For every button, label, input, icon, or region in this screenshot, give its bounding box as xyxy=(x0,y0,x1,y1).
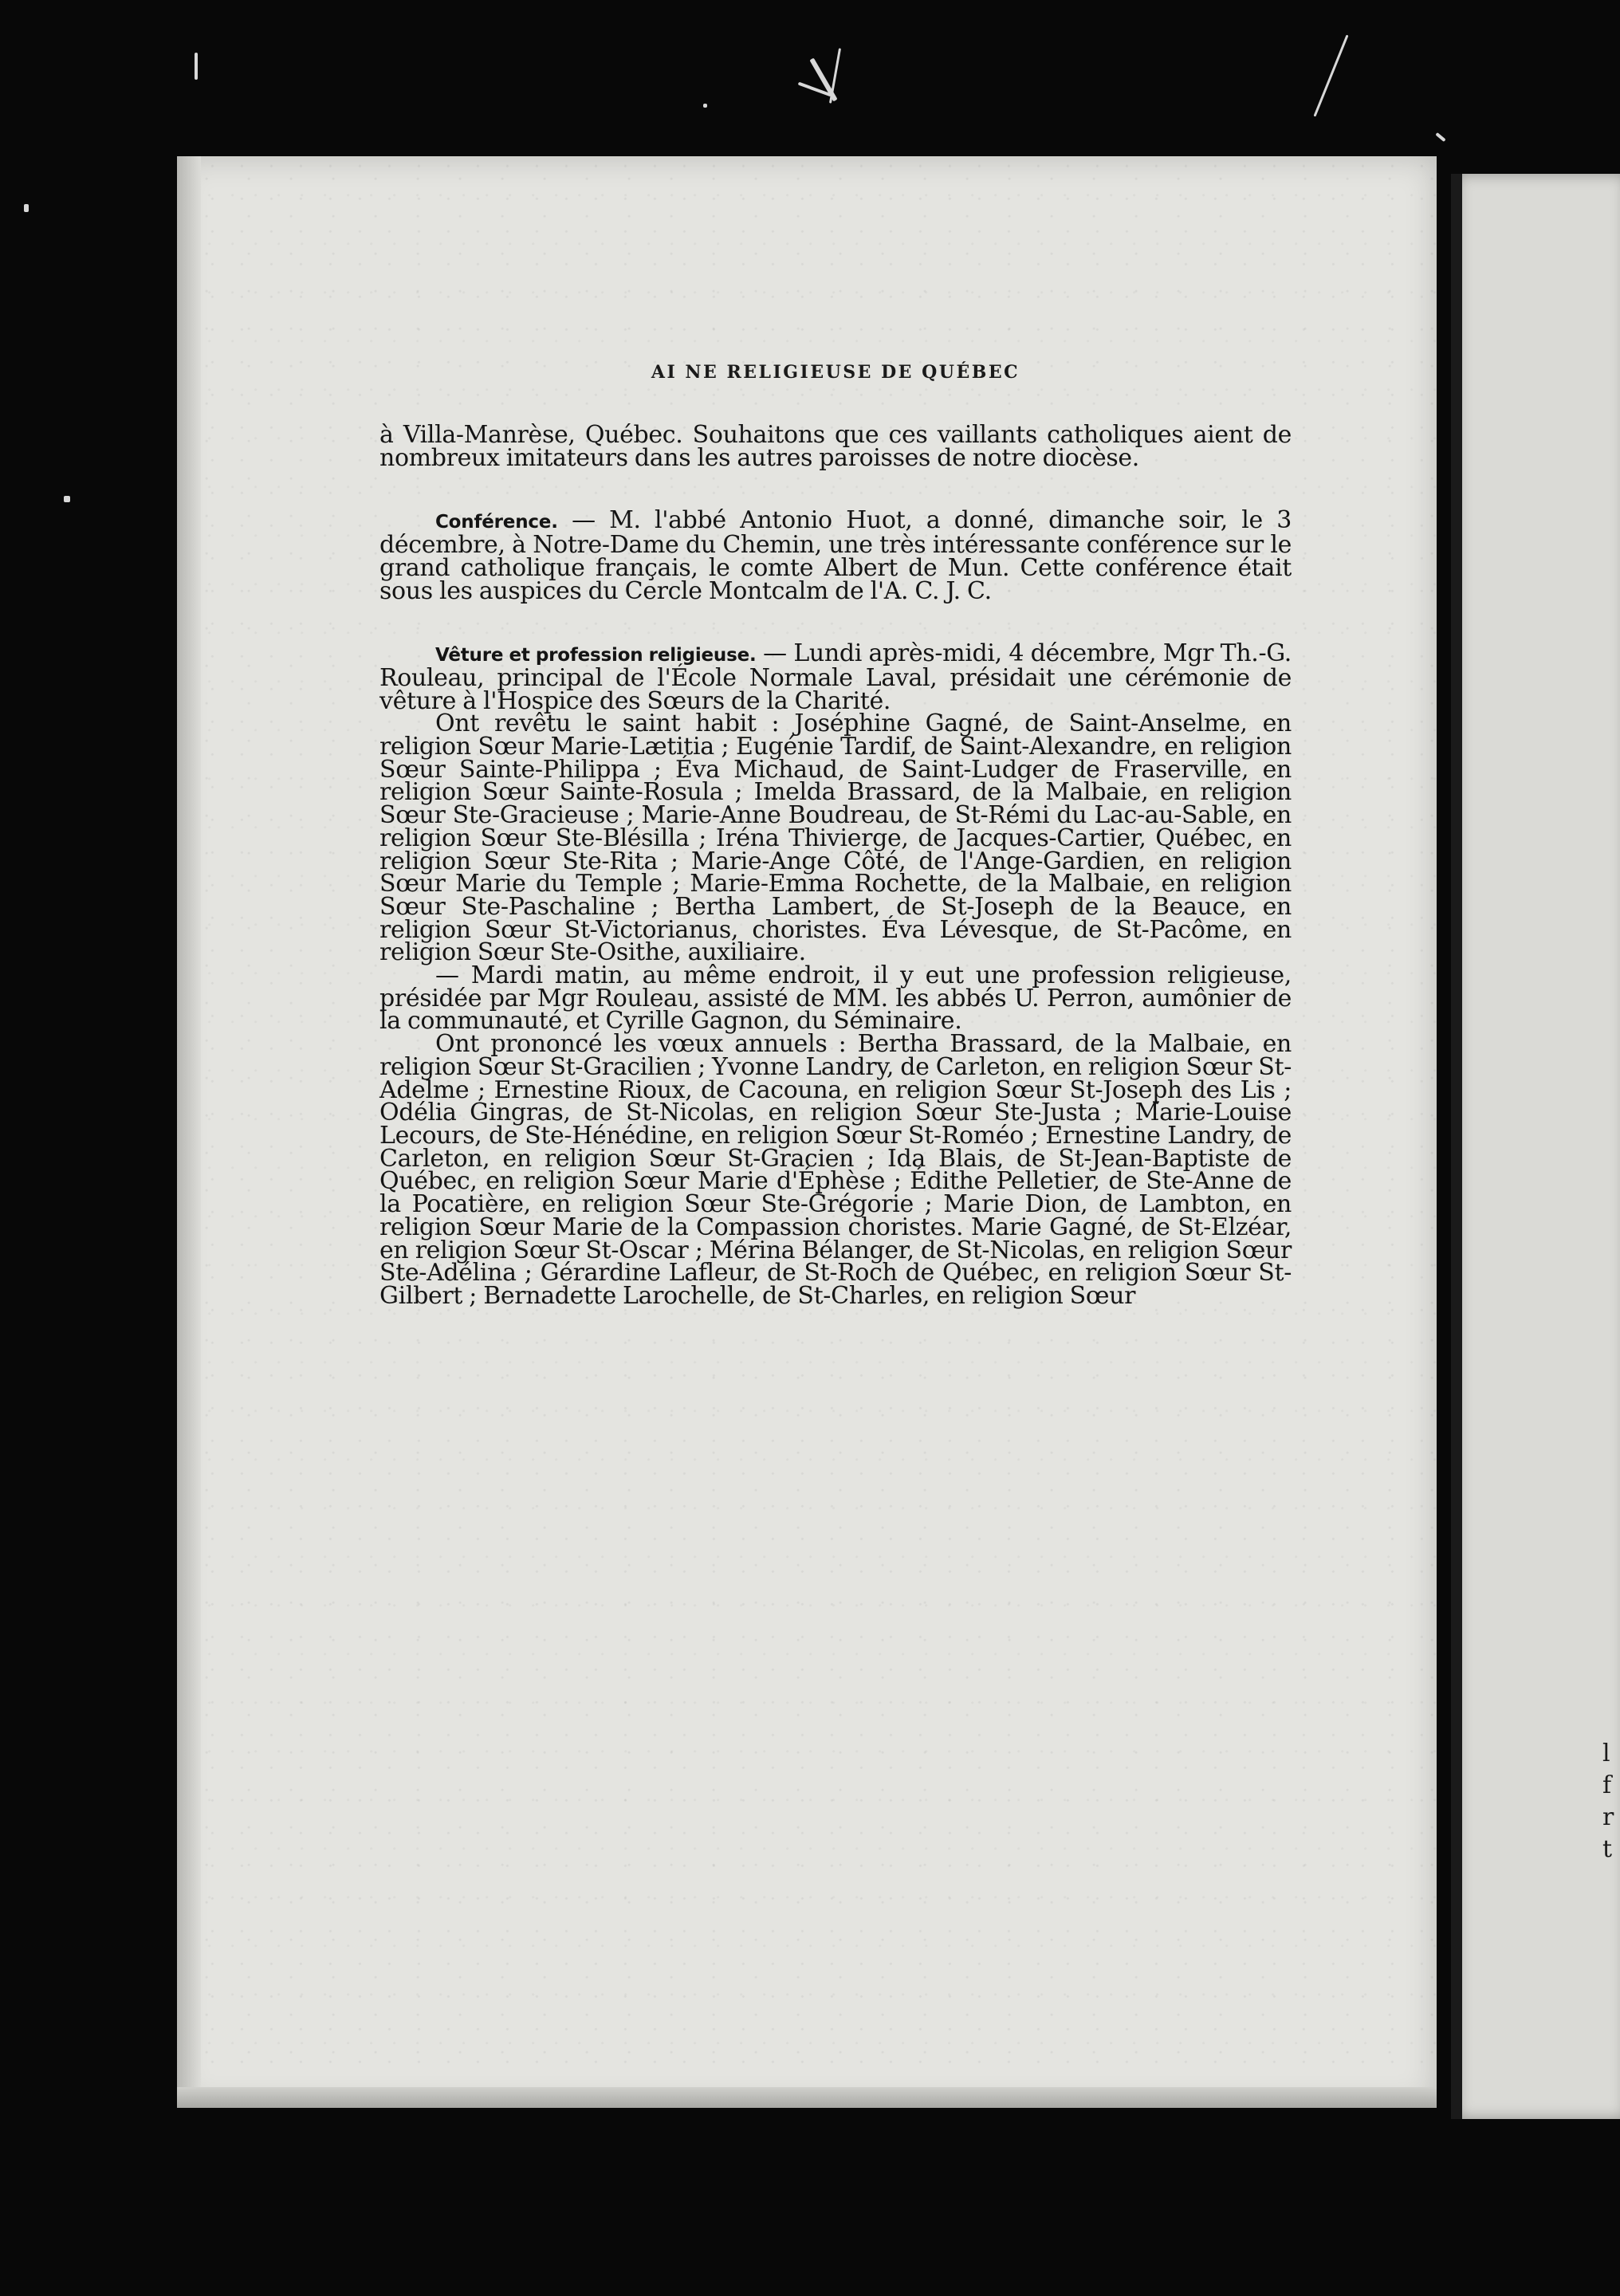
paragraph-text: Ont revêtu le saint habit : Joséphine Gagné, de Saint-Anselme, en religion Sœur Marie-Lætitia ; Eugénie Tardif, de Saint-Alexandre, en religion Sœur Sainte-Philippa ; Éva Michaud, de Saint-Ludger de Fraserville, en religion Sœur Sainte-Rosula ; Imelda Brassard, de la Malbaie, en religion Sœur Ste-Gracieuse ; Marie-Anne Boudreau, de St-Rémi du Lac-au-Sable, en religion Sœur Ste-Blésilla ; Iréna Thivierge, de Jacques-Cartier, Québec, en religion Sœur Ste-Rita ; Marie-Ange Côté, de l'Ange-Gardien, en religion Sœur Marie du Temple ; Marie-Emma Rochette, de la Malbaie, en religion Sœur Ste-Paschaline ; Bertha Lambert, de St-Joseph de la Beauce, en religion Sœur St-Victorianus, choristes. Éva Lévesque, de St-Pacôme, en religion Sœur Ste-Osithe, auxiliaire. xyxy=(379,710,1292,967)
film-scratch xyxy=(64,496,70,502)
film-scratch xyxy=(24,204,29,212)
running-head: AI NE RELIGIEUSE DE QUÉBEC xyxy=(651,362,1020,383)
paragraph-text: — Mardi matin, au même endroit, il y eut une profession religieuse, présidée par Mgr Rouleau, assisté de MM. les abbés U. Perron, aumônier de la communauté, et Cyrille Gagnon, du Séminaire. xyxy=(379,961,1292,1036)
paragraph-text: — M. l'abbé Antonio Huot, a donné, dimanche soir, le 3 décembre, à Notre-Dame du Chemin, une très intéressante conférence sur le grand catholique français, le comte Albert de Mun. Cette conférence était sous les auspices du Cercle Montcalm de l'A. C. J. C. xyxy=(379,506,1292,605)
film-scratch xyxy=(195,53,198,80)
section-rubric: Conférence. xyxy=(435,512,558,533)
section-rubric: Vêture et profession religieuse. xyxy=(435,645,757,666)
paragraph xyxy=(379,710,1292,967)
article-body xyxy=(379,421,1292,1310)
paragraph-text: à Villa-Manrèse, Québec. Souhaitons que ces vaillants catholiques aient de nombreux imitateurs dans les autres paroisses de notre diocèse. xyxy=(379,421,1292,472)
paragraph xyxy=(379,961,1292,1036)
paragraph-text: — Lundi après-midi, 4 décembre, Mgr Th.-G. Rouleau, principal de l'École Normale Laval, présidait une cérémonie de vêture à l'Hospice des Sœurs de la Charité. xyxy=(379,639,1292,715)
next-page-fragment: r xyxy=(1602,1803,1614,1831)
next-page-fragment: t xyxy=(1602,1835,1613,1863)
next-page-fragment: l xyxy=(1602,1740,1610,1767)
paragraph-text: Ont prononcé les vœux annuels : Bertha Brassard, de la Malbaie, en religion Sœur St-Gracilien ; Yvonne Landry, de Carleton, en religion Sœur St-Adelme ; Ernestine Rioux, de Cacouna, en religion Sœur St-Joseph des Lis ; Odélia Gingras, de St-Nicolas, en religion Sœur Ste-Justa ; Marie-Louise Lecours, de Ste-Hénédine, en religion Sœur St-Roméo ; Ernestine Landry, de Carleton, en religion Sœur St-Gracien ; Ida Blais, de St-Jean-Baptiste de Québec, en religion Sœur Marie d'Éphèse ; Édithe Pelletier, de Ste-Anne de la Pocatière, en religion Sœur Ste-Grégorie ; Marie Dion, de Lambton, en religion Sœur Marie de la Compassion choristes. Marie Gagné, de St-Elzéar, en religion Sœur St-Oscar ; Mérina Bélanger, de St-Nicolas, en religion Sœur Ste-Adélina ; Gérardine Lafleur, de St-Roch de Québec, en religion Sœur St-Gilbert ; Bernadette Larochelle, de St-Charles, en religion Sœur xyxy=(379,1030,1292,1310)
paragraph xyxy=(379,639,1292,715)
next-page-sliver xyxy=(1451,174,1620,2119)
paragraph xyxy=(379,421,1292,472)
page-edge xyxy=(177,156,201,2106)
next-page-fragment: f xyxy=(1602,1771,1612,1799)
film-scratch xyxy=(703,104,707,108)
next-page-fragments xyxy=(1602,1738,1618,1866)
paragraph xyxy=(379,1030,1292,1310)
page-gutter xyxy=(1451,174,1462,2119)
page-edge xyxy=(177,2087,1437,2108)
paragraph xyxy=(379,506,1292,605)
